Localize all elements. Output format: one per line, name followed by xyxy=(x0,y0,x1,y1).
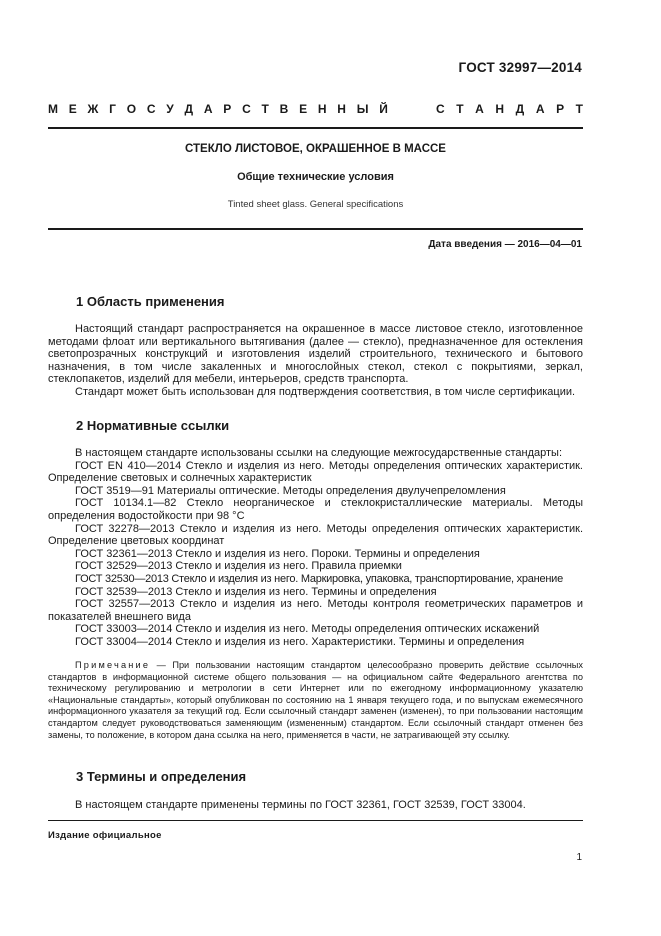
spaced-letter: М xyxy=(48,102,58,116)
spaced-letter: Н xyxy=(317,102,327,116)
spaced-letter: Д xyxy=(184,102,194,116)
section-3-body xyxy=(48,799,583,812)
english-title: Tinted sheet glass. General specifications xyxy=(227,199,404,210)
introduction-date: Дата введения — 2016—04—01 xyxy=(428,239,582,250)
reference-item: ГОСТ 32557—2013 Стекло и изделия из него. Методы контроля геометрических параметров и показателей внешнего вида xyxy=(48,598,583,623)
spaced-letter: В xyxy=(279,102,289,116)
reference-item: ГОСТ 32529—2013 Стекло и изделия из него. Правила приемки xyxy=(75,560,402,573)
reference-item: ГОСТ 32530—2013 Стекло и изделия из него. Маркировка, упаковка, транспортирование, хранение xyxy=(75,572,563,585)
reference-item: ГОСТ 32278—2013 Стекло и изделия из него. Методы определения оптических характеристик. Определение цветовых координат xyxy=(48,522,583,548)
section-1-heading: 1 Область применения xyxy=(76,294,225,309)
section-1-paragraph-2: Стандарт может быть использован для подтверждения соответствия, в том числе сертификации. xyxy=(75,385,576,398)
section-1-body xyxy=(48,323,583,399)
spaced-letter: Е xyxy=(68,102,77,116)
page-number: 1 xyxy=(576,852,582,863)
official-edition-label: Издание официальное xyxy=(48,830,162,841)
document-title: СТЕКЛО ЛИСТОВОЕ, ОКРАШЕННОЕ В МАССЕ xyxy=(185,143,446,155)
spaced-word-standard xyxy=(436,102,583,116)
spaced-word-interstate xyxy=(48,102,388,116)
note-text: — При пользовании настоящим стандартом целесообразно проверить действие ссылочных стандартов в информационной системе общего пользования — на официальном сайте Федерального агентства по техническому регулированию и метрологии в сети Интернет или по ежегодному информационному указателю «Национальные стандарты», который опубликован по состоянию на 1 января текущего года, и по выпускам ежемесячного информационного указателя за текущий год. Если ссылочный стандарт заменен (изменен), то при пользовании настоящим стандартом следует руководствоваться заменяющим (измененным) стандартом. Если ссылочный стандарт отменен без замены, то положение, в котором дана ссылка на него, применяется в части, не затрагивающей эту ссылку. xyxy=(48,660,583,740)
spaced-letter: Ж xyxy=(87,102,99,116)
spaced-letter: Н xyxy=(337,102,346,116)
reference-item: ГОСТ 3519—91 Материалы оптические. Методы определения двулучепреломления xyxy=(75,484,506,497)
standard-type-heading xyxy=(48,102,583,116)
spaced-letter: А xyxy=(203,102,213,116)
references-intro: В настоящем стандарте использованы ссылки на следующие межгосударственные стандарты: xyxy=(75,447,563,459)
spaced-letter: Ы xyxy=(356,102,369,116)
note-label: Примечание xyxy=(75,660,151,670)
document-code: ГОСТ 32997—2014 xyxy=(458,60,582,75)
reference-item: ГОСТ 33003—2014 Стекло и изделия из него. Методы определения оптических искажений xyxy=(75,623,540,636)
spaced-letter: Г xyxy=(109,102,116,116)
reference-item: ГОСТ 32539—2013 Стекло и изделия из него. Термины и определения xyxy=(75,585,437,598)
document-subtitle: Общие технические условия xyxy=(237,171,394,183)
section-3-heading: 3 Термины и определения xyxy=(76,769,247,784)
references-note xyxy=(48,660,583,741)
spaced-letter: Т xyxy=(456,102,464,116)
reference-item: ГОСТ 33004—2014 Стекло и изделия из него. Характеристики. Термины и определения xyxy=(75,635,525,648)
header-rule xyxy=(48,127,583,129)
section-1-paragraph: Настоящий стандарт распространяется на окрашенное в массе листовое стекло, изготовленное методами флоат или вертикального вытягивания (далее — стекло), предназначенное для остекления светопрозрачных конструкций и изготовления изделий строительного, технического и бытового назначения, в том числе закаленных и многослойных стекол, стекол с покрытиями, зеркал, стеклопакетов, изделий для мебели, интерьеров, средств транспорта. xyxy=(48,323,583,386)
section-2-body xyxy=(48,447,583,649)
spaced-letter: С xyxy=(146,102,156,116)
footer-rule xyxy=(48,820,583,821)
spaced-letter: С xyxy=(436,102,445,116)
spaced-letter: Й xyxy=(379,102,388,116)
spaced-letter: Т xyxy=(261,102,269,116)
reference-item: ГОСТ EN 410—2014 Стекло и изделия из него. Методы определения оптических характеристик. Определение световых и солнечных характеристик xyxy=(48,459,583,485)
spaced-letter: А xyxy=(535,102,545,116)
reference-item: ГОСТ 32361—2013 Стекло и изделия из него. Пороки. Термины и определения xyxy=(75,547,480,560)
spaced-letter: О xyxy=(126,102,137,116)
spaced-letter: С xyxy=(242,102,251,116)
spaced-letter: Т xyxy=(575,102,583,116)
reference-item: ГОСТ 10134.1—82 Стекло неорганическое и стеклокристаллические материалы. Методы определения водостойкости при 98 °С xyxy=(48,497,583,522)
spaced-letter: Н xyxy=(495,102,505,116)
spaced-letter: Р xyxy=(556,102,565,116)
spaced-letter: А xyxy=(475,102,484,116)
section-2-heading: 2 Нормативные ссылки xyxy=(76,418,230,433)
section-3-paragraph: В настоящем стандарте применены термины по ГОСТ 32361, ГОСТ 32539, ГОСТ 33004. xyxy=(75,799,526,811)
title-rule xyxy=(48,228,583,230)
spaced-letter: Е xyxy=(299,102,308,116)
spaced-letter: Д xyxy=(515,102,525,116)
spaced-letter: У xyxy=(166,102,174,116)
spaced-letter: Р xyxy=(223,102,232,116)
